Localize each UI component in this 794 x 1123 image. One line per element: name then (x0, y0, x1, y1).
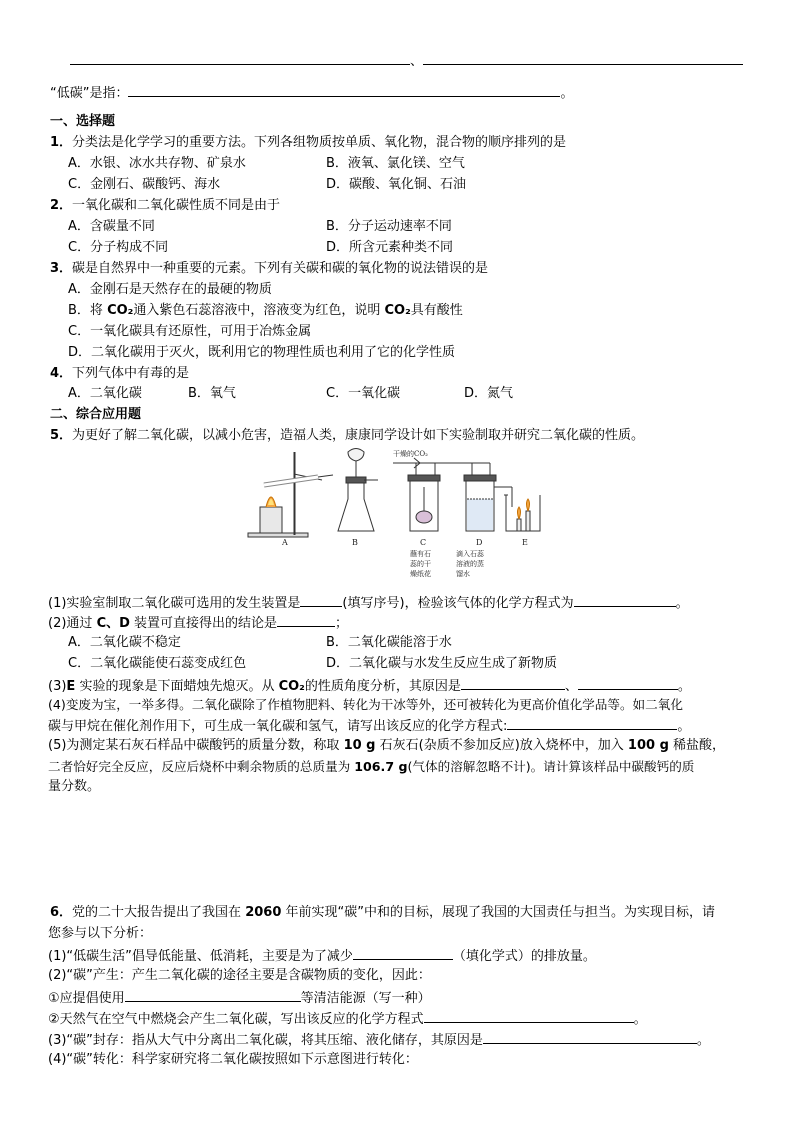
period: 。 (677, 679, 691, 694)
text: 、 (564, 679, 578, 694)
apparatus-figure (238, 447, 558, 592)
q3-number: 3． (50, 261, 73, 276)
q5-part-2 (48, 614, 348, 632)
low-carbon-line (50, 84, 574, 102)
blank (483, 1031, 697, 1044)
q6-part-1 (48, 947, 596, 965)
text: (2)通过 (48, 616, 97, 631)
q4-option-a: A．二氧化碳 (68, 386, 142, 401)
q6-part-2: (2)“碳”产生：产生二氧化碳的途径主要是含碳物质的变化，因此： (48, 968, 431, 983)
blank (353, 947, 453, 960)
q5-part-5-line-1 (48, 738, 725, 754)
text: (5)为测定某石灰石样品中碳酸钙的质量分数，称取 (48, 738, 344, 753)
text: 党的二十大报告提出了我国在 (72, 905, 246, 920)
q6-part-2-item-1 (48, 989, 431, 1007)
text: 的性质角度分析，其原因是 (304, 679, 461, 694)
q2-option-a: A．含碳量不同 (68, 219, 155, 234)
q5-option-a: A．二氧化碳不稳定 (68, 635, 181, 650)
c-caption-1: 蘸有石 (410, 550, 431, 558)
q5-stem (50, 428, 644, 444)
label-c: C (420, 538, 427, 547)
blank (70, 52, 410, 65)
apparatus-a (248, 452, 333, 537)
section-1-title: 一、选择题 (50, 114, 116, 129)
text: (1)“低碳生活”倡导低能量、低消耗，主要是为了减少 (48, 949, 353, 964)
q6-part-4: (4)“碳”转化：科学家研究将二氧化碳按照如下示意图进行转化： (48, 1052, 418, 1067)
text: (3)“碳”封存：指从大气中分离出二氧化碳，将其压缩、液化储存，其原因是 (48, 1033, 483, 1048)
q1-text: 分类法是化学学习的重要方法。下列各组物质按单质、氧化物，混合物的顺序排列的是 (72, 135, 567, 150)
label-d: D (476, 538, 483, 547)
blank (574, 594, 676, 607)
text: 装置可直接得出的结论是 (129, 616, 278, 631)
q5-option-b: B．二氧化碳能溶于水 (326, 635, 452, 650)
text: (填写序号)，检验该气体的化学方程式为 (342, 596, 574, 611)
q1-number: 1． (50, 135, 73, 150)
low-carbon-label: “低碳”是指： (50, 86, 129, 101)
q5-part-3 (48, 677, 691, 695)
value: 10 g (343, 738, 376, 753)
q4-number: 4． (50, 366, 73, 381)
apparatus-e (504, 495, 540, 531)
text: C、D (96, 616, 130, 631)
c-caption-3: 燥纸花 (410, 570, 431, 578)
formula: CO₂ (107, 303, 134, 318)
d-caption-3: 馏水 (456, 570, 470, 578)
text: E (66, 679, 76, 694)
blank (461, 677, 565, 690)
header-blank-line (70, 52, 743, 70)
text: 碳与甲烷在催化剂作用下，可生成一氧化碳和氢气，请写出该反应的化学方程式: (48, 719, 508, 734)
header-separator: 、 (410, 54, 424, 69)
formula: CO₂ (384, 303, 411, 318)
text: 石灰石(杂质不参加反应)放入烧杯中，加入 (375, 738, 628, 753)
blank (128, 84, 560, 97)
formula: CO₂ (278, 679, 305, 694)
apparatus-d (464, 475, 512, 531)
text: 二者恰好完全反应，反应后烧杯中剩余物质的总质量为 (48, 759, 355, 774)
q4-option-c: C．一氧化碳 (326, 386, 401, 401)
q5-part-4-line-2 (48, 717, 690, 735)
q5-text: 为更好了解二氧化碳，以减小危害，造福人类，康康同学设计如下实验制取并研究二氧化碳的性质。 (72, 428, 645, 443)
c-caption-2: 蕊的干 (410, 560, 431, 568)
q2-text: 一氧化碳和二氧化碳性质不同是由于 (72, 198, 281, 213)
text: 年前实现“碳”中和的目标，展现了我国的大国责任与担当。为实现目标，请 (281, 905, 715, 920)
text: （填化学式）的排放量。 (452, 949, 596, 964)
blank (277, 614, 335, 627)
value: 100 g (627, 738, 669, 753)
text: 等清洁能源（写一种） (300, 991, 431, 1006)
text: ； (335, 616, 349, 631)
blank (423, 52, 743, 65)
q1-option-b: B．液氧、氯化镁、空气 (326, 156, 465, 171)
text: ①应提倡使用 (48, 991, 125, 1006)
q6-part-2-item-2 (48, 1010, 647, 1028)
text: 通入紫色石蕊溶液中，溶液变为红色，说明 (133, 303, 385, 318)
text: (1)实验室制取二氧化碳可选用的发生装置是 (48, 596, 301, 611)
text: B．将 (68, 303, 108, 318)
q5-option-d: D．二氧化碳与水发生反应生成了新物质 (326, 656, 558, 671)
q5-part-5-line-3: 量分数。 (48, 779, 101, 794)
q5-part-4-line-1: (4)变废为宝，一举多得。二氧化碳除了作植物肥料、转化为干冰等外，还可被转化为更高价值化学品等。如二氧化 (48, 697, 683, 712)
q4-option-d: D．氮气 (464, 386, 514, 401)
q6-stem-line-2: 您参与以下分析： (48, 926, 153, 941)
q1-option-a: A．水银、冰水共存物、矿泉水 (68, 156, 246, 171)
period: 。 (633, 1012, 647, 1027)
text: (气体的溶解忽略不计)。请计算该样品中碳酸钙的质 (407, 759, 695, 774)
q2-option-b: B．分子运动速率不同 (326, 219, 452, 234)
q3-option-c: C．一氧化碳具有还原性，可用于冶炼金属 (68, 324, 312, 339)
q5-part-5-line-2 (48, 759, 694, 775)
q4-stem (50, 366, 189, 382)
label-a: A (282, 538, 288, 547)
blank (507, 717, 677, 730)
period: 。 (675, 596, 689, 611)
q6-part-3 (48, 1031, 710, 1049)
q6-stem-line-1 (50, 905, 715, 921)
q4-option-b: B．氧气 (188, 386, 236, 401)
q1-option-d: D．碳酸、氧化铜、石油 (326, 177, 467, 192)
section-2-title: 二、综合应用题 (50, 407, 142, 422)
q2-number: 2． (50, 198, 73, 213)
q3-option-b (68, 303, 463, 319)
period: 。 (560, 86, 574, 101)
text: (3) (48, 679, 67, 694)
label-b: B (352, 538, 358, 547)
gas-label: 干燥的CO₂ (393, 450, 428, 458)
q6-number: 6． (50, 905, 73, 920)
q3-text: 碳是自然界中一种重要的元素。下列有关碳和碳的氧化物的说法错误的是 (72, 261, 489, 276)
q5-part-1 (48, 594, 689, 612)
q3-option-a: A．金刚石是天然存在的最硬的物质 (68, 282, 272, 297)
q4-text: 下列气体中有毒的是 (72, 366, 190, 381)
blank (424, 1010, 634, 1023)
blank (300, 594, 342, 607)
text: 稀盐酸， (668, 738, 726, 753)
text: ②天然气在空气中燃烧会产生二氧化碳，写出该反应的化学方程式 (48, 1012, 424, 1027)
period: 。 (677, 719, 691, 734)
q5-option-c: C．二氧化碳能使石蕊变成红色 (68, 656, 247, 671)
q2-option-c: C．分子构成不同 (68, 240, 169, 255)
q3-stem (50, 261, 488, 277)
label-e: E (522, 538, 528, 547)
text: 实验的现象是下面蜡烛先熄灭。从 (75, 679, 279, 694)
q3-option-d: D．二氧化碳用于灭火，既利用它的物理性质也利用了它的化学性质 (68, 345, 456, 360)
q2-stem (50, 198, 280, 214)
q5-number: 5． (50, 428, 73, 443)
period: 。 (696, 1033, 710, 1048)
value: 106.7 g (354, 759, 408, 774)
q1-stem (50, 135, 566, 151)
apparatus-b (338, 449, 378, 532)
d-caption-2: 溶液的蒸 (456, 560, 484, 568)
apparatus-c (408, 475, 440, 531)
blank (125, 989, 301, 1002)
text: 具有酸性 (410, 303, 463, 318)
q1-option-c: C．金刚石、碳酸钙、海水 (68, 177, 221, 192)
q2-option-d: D．所含元素种类不同 (326, 240, 454, 255)
blank (578, 677, 678, 690)
value: 2060 (245, 905, 282, 920)
d-caption-1: 滴入石蕊 (456, 550, 484, 558)
